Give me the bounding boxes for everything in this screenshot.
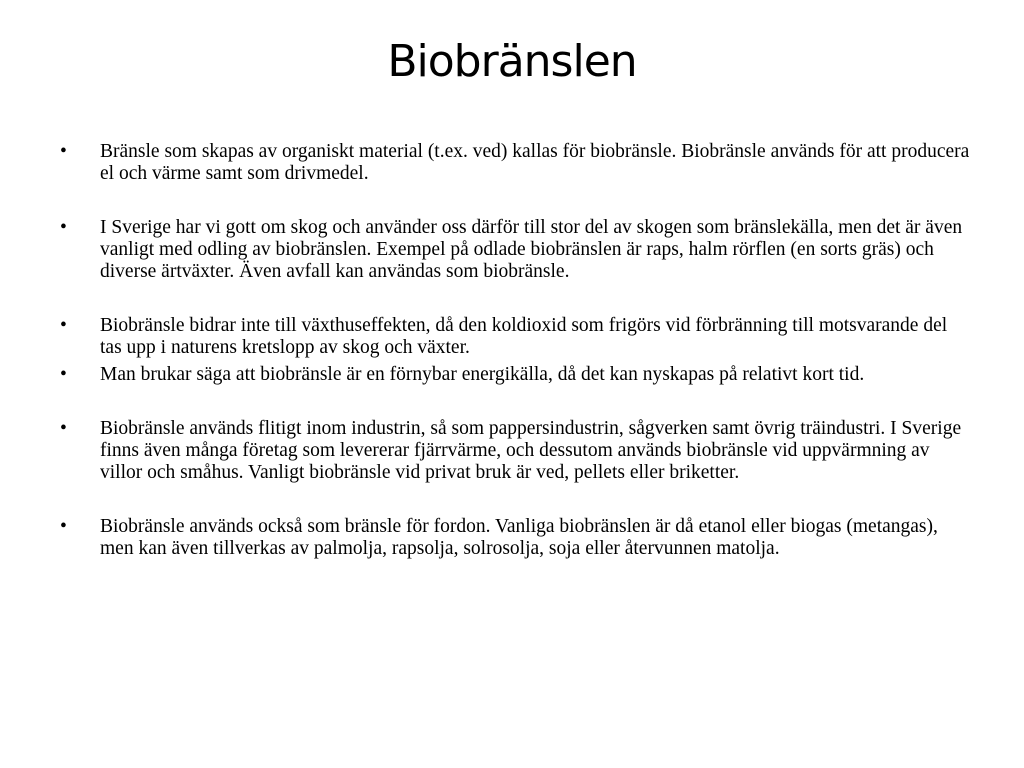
bullet-text: Biobränsle används flitigt inom industrin, så som pappersindustrin, sågverken samt övrig träindustri. I Sverige finns även många företag som levererar fjärrvärme, och dessutom används biobränsle vid uppvärmning av villor och småhus. Vanligt biobränsle vid privat bruk är ved, pellets eller briketter. — [100, 418, 962, 483]
slide-title: Biobränslen — [387, 36, 637, 87]
bullet-text: I Sverige har vi gott om skog och använder oss därför till stor del av skogen som bränslekälla, men det är även vanligt med odling av biobränslen. Exempel på odlade biobränslen är raps, halm rörflen (en sorts gräs) och diverse ärtväxter. Även avfall kan användas som biobränsle. — [100, 217, 963, 282]
bullet-item — [60, 364, 970, 386]
bullet-text: Biobränsle används också som bränsle för fordon. Vanliga biobränslen är då etanol eller biogas (metangas), men kan även tillverkas av palmolja, rapsolja, solrosolja, soja eller återvunnen matolja. — [100, 516, 938, 559]
bullet-list — [60, 141, 970, 560]
bullet-icon: • — [60, 364, 67, 385]
bullet-item — [60, 141, 970, 185]
bullet-icon: • — [60, 315, 67, 336]
bullet-item — [60, 516, 970, 560]
bullet-item — [60, 217, 970, 283]
bullet-icon: • — [60, 141, 67, 162]
bullet-icon: • — [60, 516, 67, 537]
bullet-item — [60, 315, 970, 359]
bullet-text: Biobränsle bidrar inte till växthuseffekten, då den koldioxid som frigörs vid förbränning till motsvarande del tas upp i naturens kretslopp av skog och växter. — [100, 315, 948, 358]
bullet-text: Man brukar säga att biobränsle är en förnybar energikälla, då det kan nyskapas på relativt kort tid. — [100, 364, 865, 385]
bullet-icon: • — [60, 217, 67, 238]
bullet-text: Bränsle som skapas av organiskt material (t.ex. ved) kallas för biobränsle. Biobränsle används för att producera el och värme samt som drivmedel. — [100, 141, 970, 184]
bullet-icon: • — [60, 418, 67, 439]
bullet-item — [60, 418, 970, 484]
